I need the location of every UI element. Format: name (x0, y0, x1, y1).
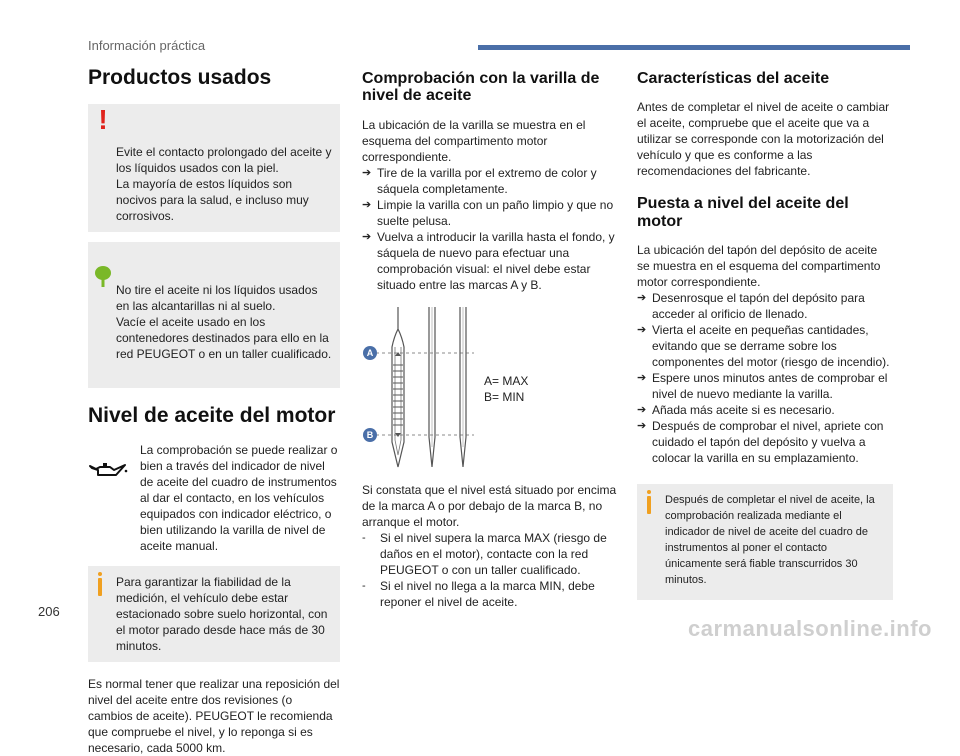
arrow-bullet-icon: ➔ (637, 403, 647, 416)
eco-text: No tire el aceite ni los líquidos usados en las alcantarillas ni al suelo. Vacíe el aceite usado en los contenedores destinados para ello en la red PEUGEOT o en un taller cualificado. (116, 283, 332, 362)
title-features: Características del aceite (637, 70, 830, 87)
page-number: 206 (38, 604, 60, 619)
list-item: ➔ Vierta el aceite en pequeñas cantidades, evitando que se derrame sobre los componentes del motor (riesgo de incendio). (637, 322, 890, 369)
exclamation-icon: ! (98, 104, 108, 136)
features-text: Antes de completar el nivel de aceite o cambiar el aceite, compruebe que el aceite que va a utilizar se corresponde con la motorización del vehículo y que es conforme a las recomendaciones del fabricante. (637, 100, 890, 179)
section-header: Información práctica (88, 38, 206, 53)
info-icon (98, 578, 102, 596)
mark-b-label: B (363, 428, 377, 442)
watermark: carmanualsonline.info (688, 616, 932, 641)
oil-indicator-text: La comprobación se puede realizar o bien a través del indicador de nivel de aceite del cuadro de instrumentos al dar el contacto, en los vehículos equipados con indicador eléctrico, o bien utilizando la varilla de nivel de aceite manual. (140, 443, 338, 554)
list-item: ➔ Añada más aceite si es necesario. (637, 402, 835, 417)
column-products (88, 66, 340, 756)
mark-a-label: A (363, 346, 377, 360)
title-oil-level: Nivel de aceite del motor (88, 404, 336, 428)
info-box-level (88, 566, 340, 662)
arrow-bullet-icon: ➔ (637, 419, 647, 432)
list-item: ➔ Limpie la varilla con un paño limpio y que no suelte pelusa. (362, 197, 614, 228)
legend-ab (484, 373, 528, 405)
legend-min: B= MIN (484, 389, 525, 404)
column-dipstick (362, 66, 620, 610)
dipstick-steps (362, 165, 620, 293)
arrow-bullet-icon: ➔ (637, 291, 647, 304)
oil-can-icon (88, 460, 128, 485)
list-item: ➔ Desenrosque el tapón del depósito para acceder al orificio de llenado. (637, 290, 865, 321)
arrow-bullet-icon: ➔ (362, 166, 372, 179)
title-products: Productos usados (88, 66, 272, 89)
topup-steps (637, 290, 893, 466)
list-item: ➔ Espere unos minutos antes de comprobar el nivel de nuevo mediante la varilla. (637, 370, 888, 401)
header-accent-bar (478, 45, 910, 50)
eco-box (88, 242, 340, 388)
list-item: - Si el nivel no llega a la marca MIN, debe reponer el nivel de aceite. (362, 578, 595, 609)
topup-intro: La ubicación del tapón del depósito de aceite se muestra en el esquema del compartimento motor correspondiente. (637, 242, 881, 289)
column-oil-features (637, 66, 893, 610)
info-text-topup: Después de completar el nivel de aceite, la comprobación realizada mediante el indicador de nivel de aceite del cuadro de instrumentos al poner el contacto únicamente será fiable transcurridos 30 minutos. (665, 493, 875, 586)
warning-text: Evite el contacto prolongado del aceite y los líquidos usados con la piel. La mayoría de estos líquidos son nocivos para la salud, e incluso muy corrosivos. (116, 145, 332, 224)
oil-indicator-row (88, 442, 340, 554)
list-item: ➔ Tire de la varilla por el extremo de color y sáquela completamente. (362, 165, 597, 196)
warning-box (88, 104, 340, 232)
legend-max: A= MAX (484, 373, 529, 388)
arrow-bullet-icon: ➔ (637, 323, 647, 336)
info-icon (647, 496, 651, 514)
tree-icon (94, 250, 112, 292)
info-box-topup (637, 484, 893, 600)
title-dipstick: Comprobación con la varilla de nivel de aceite (362, 70, 600, 105)
title-topup: Puesta a nivel del aceite del motor (637, 195, 849, 230)
list-item: - Si el nivel supera la marca MAX (riesgo de daños en el motor), contacte con la red PEUGEOT o con un taller cualificado. (362, 530, 607, 577)
list-item: ➔ Después de comprobar el nivel, apriete con cuidado el tapón del depósito y vuelva a colocar la varilla en su emplazamiento. (637, 418, 884, 465)
arrow-bullet-icon: ➔ (362, 198, 372, 211)
dipstick-diagram (362, 307, 620, 472)
dipstick-intro: La ubicación de la varilla se muestra en el esquema del compartimento motor correspondiente. (362, 117, 586, 164)
dipstick-after-text: Si constata que el nivel está situado por encima de la marca A o por debajo de la marca B, no arranque el motor. (362, 482, 617, 529)
normal-topup-text: Es normal tener que realizar una reposición del nivel del aceite entre dos revisiones (o cambios de aceite). PEUGEOT le recomienda que compruebe el nivel, y lo reponga si es necesario, cada 5000 km. (88, 677, 340, 756)
info-text-level: Para garantizar la fiabilidad de la medición, el vehículo debe estar estacionado sobre suelo horizontal, con el motor parado desde hace más de 30 minutos. (116, 575, 328, 654)
list-item: ➔ Vuelva a introducir la varilla hasta el fondo, y sáquela de nuevo para efectuar una comprobación visual: el nivel debe estar situado entre las marcas A y B. (362, 229, 615, 292)
arrow-bullet-icon: ➔ (362, 230, 372, 243)
dipstick-cases (362, 530, 620, 610)
arrow-bullet-icon: ➔ (637, 371, 647, 384)
